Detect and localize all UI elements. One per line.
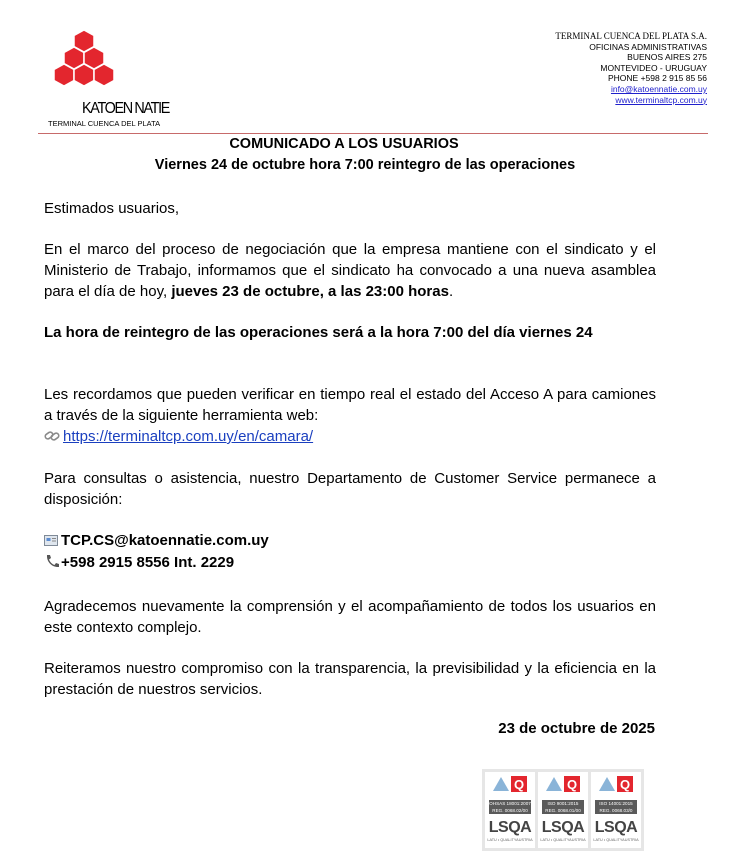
cert-brand: LSQA (488, 819, 532, 836)
camera-paragraph-text: Les recordamos que pueden verificar en tiempo real el estado del Acceso A para camiones a través de la siguiente herramienta web: (44, 386, 656, 424)
certification-badge (538, 772, 588, 848)
svg-text:Q: Q (513, 777, 525, 792)
company-name: TERMINAL CUENCA DEL PLATA S.A. (555, 31, 707, 41)
lsqa-badge-icon (593, 774, 639, 794)
certification-badge (485, 772, 535, 848)
link-icon (44, 427, 60, 448)
cert-standard: ISO 9001:2015 REG. 0068.01/00 (542, 800, 584, 814)
paragraph-customer-service: Para consultas o asistencia, nuestro Departamento de Customer Service permanece a disposición: (44, 470, 656, 508)
camera-link[interactable]: https://terminaltcp.com.uy/en/camara/ (63, 428, 314, 445)
cert-footer: LATU • QUALITYAUSTRIA (593, 838, 639, 842)
contact-email[interactable]: TCP.CS@katoennatie.com.uy (61, 532, 269, 549)
office-label: OFICINAS ADMINISTRATIVAS (589, 41, 707, 52)
phone-number: PHONE +598 2 915 85 56 (608, 73, 707, 84)
contact-phone-row (44, 552, 656, 574)
document-subtitle: Viernes 24 de octubre hora 7:00 reintegro de las operaciones (154, 157, 576, 173)
resume-operations-notice: La hora de reintegro de las operaciones será a la hora 7:00 del día viernes 24 (44, 324, 593, 341)
address-block (555, 31, 707, 105)
lsqa-badge-icon (540, 774, 586, 794)
paragraph-commitment: Reiteramos nuestro compromiso con la transparencia, la previsibilidad y la eficiencia en la prestación de nuestros servicios. (44, 660, 656, 698)
cert-standard: OHSAS 18001:2007 REG. 0068.02/00 (489, 801, 531, 813)
logo-name: KATOEN NATIE (82, 100, 170, 117)
paragraph-negotiation (44, 239, 656, 302)
paragraph-text: En el marco del proceso de negociación que la empresa mantiene con el sindicato y el Ministerio de Trabajo, informamos que el sindicato ha convocado a una nueva asamblea para el día de hoy, (44, 241, 656, 300)
contact-email-row (44, 530, 656, 552)
assembly-time: jueves 23 de octubre, a las 23:00 horas (171, 283, 449, 300)
street-address: BUENOS AIRES 275 (627, 52, 707, 63)
contact-phone[interactable]: +598 2915 8556 Int. 2229 (61, 554, 235, 571)
lsqa-badge-icon (487, 774, 533, 794)
logo-subtitle: TERMINAL CUENCA DEL PLATA (48, 119, 161, 128)
document-title: COMUNICADO A LOS USUARIOS (229, 136, 459, 152)
header-divider (38, 133, 708, 134)
cert-footer: LATU • QUALITYAUSTRIA (540, 838, 586, 842)
svg-text:Q: Q (619, 777, 631, 792)
website-link[interactable]: www.terminaltcp.com.uy (615, 94, 707, 105)
svg-text:Q: Q (566, 777, 578, 792)
email-icon (44, 531, 58, 552)
cert-standard: ISO 14001:2015 REG. 0068.03/0 (595, 800, 637, 814)
paragraph-camera-tool (44, 384, 656, 448)
company-logo (48, 28, 198, 132)
city: MONTEVIDEO - URUGUAY (600, 62, 707, 73)
certification-badges (482, 769, 644, 851)
document-date: 23 de octubre de 2025 (498, 720, 655, 737)
email-link[interactable]: info@katoennatie.com.uy (610, 83, 707, 94)
phone-icon (44, 553, 60, 574)
certification-badge (591, 772, 641, 848)
cert-brand: LSQA (594, 819, 638, 836)
greeting: Estimados usuarios, (44, 200, 180, 217)
paragraph-end: . (448, 283, 454, 300)
cert-brand: LSQA (541, 819, 585, 836)
paragraph-thanks: Agradecemos nuevamente la comprensión y el acompañamiento de todos los usuarios en este contexto complejo. (44, 598, 656, 636)
hexagon-cluster-icon (48, 28, 120, 100)
cert-footer: LATU • QUALITYAUSTRIA (487, 838, 533, 842)
